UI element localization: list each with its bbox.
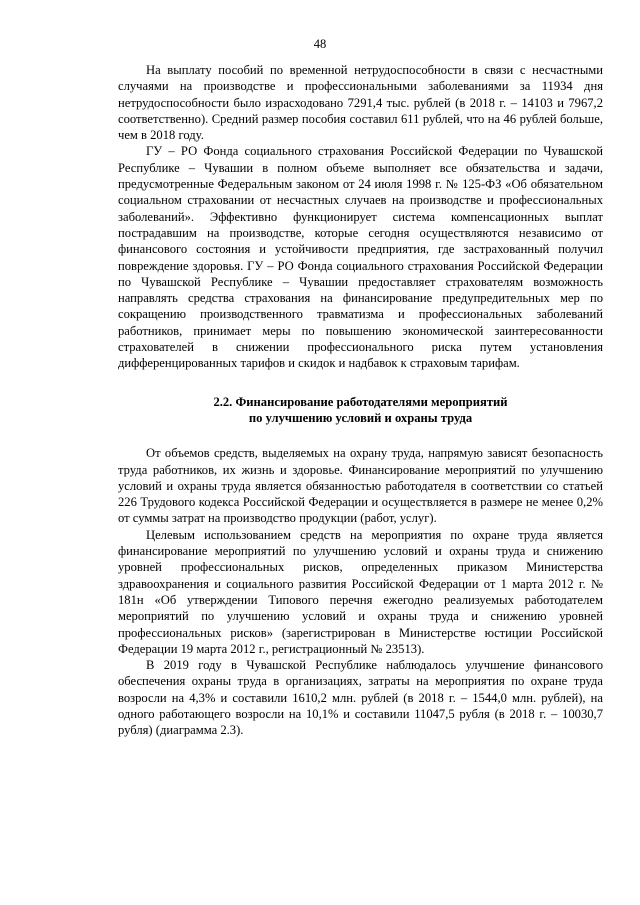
paragraph-funding-obligation: От объемов средств, выделяемых на охрану труда, напрямую зависят безопасность труда работников, их жизнь и здоровье. Финансирование мероприятий по улучшению условий и охраны труда является обязанностью работодателя в соответствии со статьей 226 Трудового кодекса Российской Федерации и осуществляется в размере не менее 0,2% от суммы затрат на производство продукции (работ, услуг). [118,446,603,526]
paragraph-target-use: Целевым использованием средств на мероприятия по охране труда является финансирование мероприятий по улучшению условий и охраны труда и снижению уровней профессиональных рисков, определенных приказом Министерства здравоохранения и социального развития Российской Федерации от 1 марта 2012 г. № 181н «Об утверждении Типового перечня ежегодно реализуемых работодателем мероприятий по улучшению условий и охраны труда и снижению уровней профессиональных рисков» (зарегистрирован в Министерстве юстиции Российской Федерации 19 марта 2012 г., регистрационный № 23513). [118,527,603,656]
section-heading-line-1: 2.2. Финансирование работодателями мероприятий [213,394,508,409]
page-body [118,62,603,739]
paragraph-sick-leave-benefits: На выплату пособий по временной нетрудоспособности в связи с несчастными случаями на производстве и профессиональными заболеваниями за 11934 дня нетрудоспособности было израсходовано 7291,4 тыс. рублей (в 2018 г. – 14103 и 7967,2 соответственно). Средний размер пособия составил 611 рублей, что на 46 рублей больше, чем в 2018 году. [118,63,603,143]
paragraph-social-insurance-fund: ГУ – РО Фонда социального страхования Российской Федерации по Чувашской Республике – Чувашии в полном объеме выполняет все обязательства и задачи, предусмотренные Федеральным законом от 24 июля 1998 г. № 125-ФЗ «Об обязательном социальном страховании от несчастных случаев на производстве и профессиональных заболеваний». Эффективно функционирует система компенсационных выплат пострадавшим на производстве, которые сегодня осуществляются независимо от финансового состояния и устойчивости предприятия, где застрахованный получил повреждение здоровья. ГУ – РО Фонда социального страхования Российской Федерации по Чувашской Республике – Чувашии предоставляет страхователям возможность направлять средства страхования на финансирование предупредительных мер по сокращению производственного травматизма и профессиональных заболеваний работников, принимает меры по повышению экономической заинтересованности страхователей в снижении профессионального риска путем установления дифференцированных тарифов и скидок и надбавок к страховым тарифам. [118,144,603,371]
page-number: 48 [313,37,327,51]
paragraph-2019-results: В 2019 году в Чувашской Республике наблюдалось улучшение финансового обеспечения охраны труда в организациях, затраты на мероприятия по охране труда возросли на 4,3% и составили 1610,2 млн. рублей (в 2018 г. – 1544,0 млн. рублей), на одного работающего возросли на 10,1% и составили 11047,5 рубля (в 2018 г. – 10030,7 рубля) (диаграмма 2.3). [118,658,603,738]
section-heading-line-2: по улучшению условий и охраны труда [248,410,473,425]
section-heading [118,394,603,427]
